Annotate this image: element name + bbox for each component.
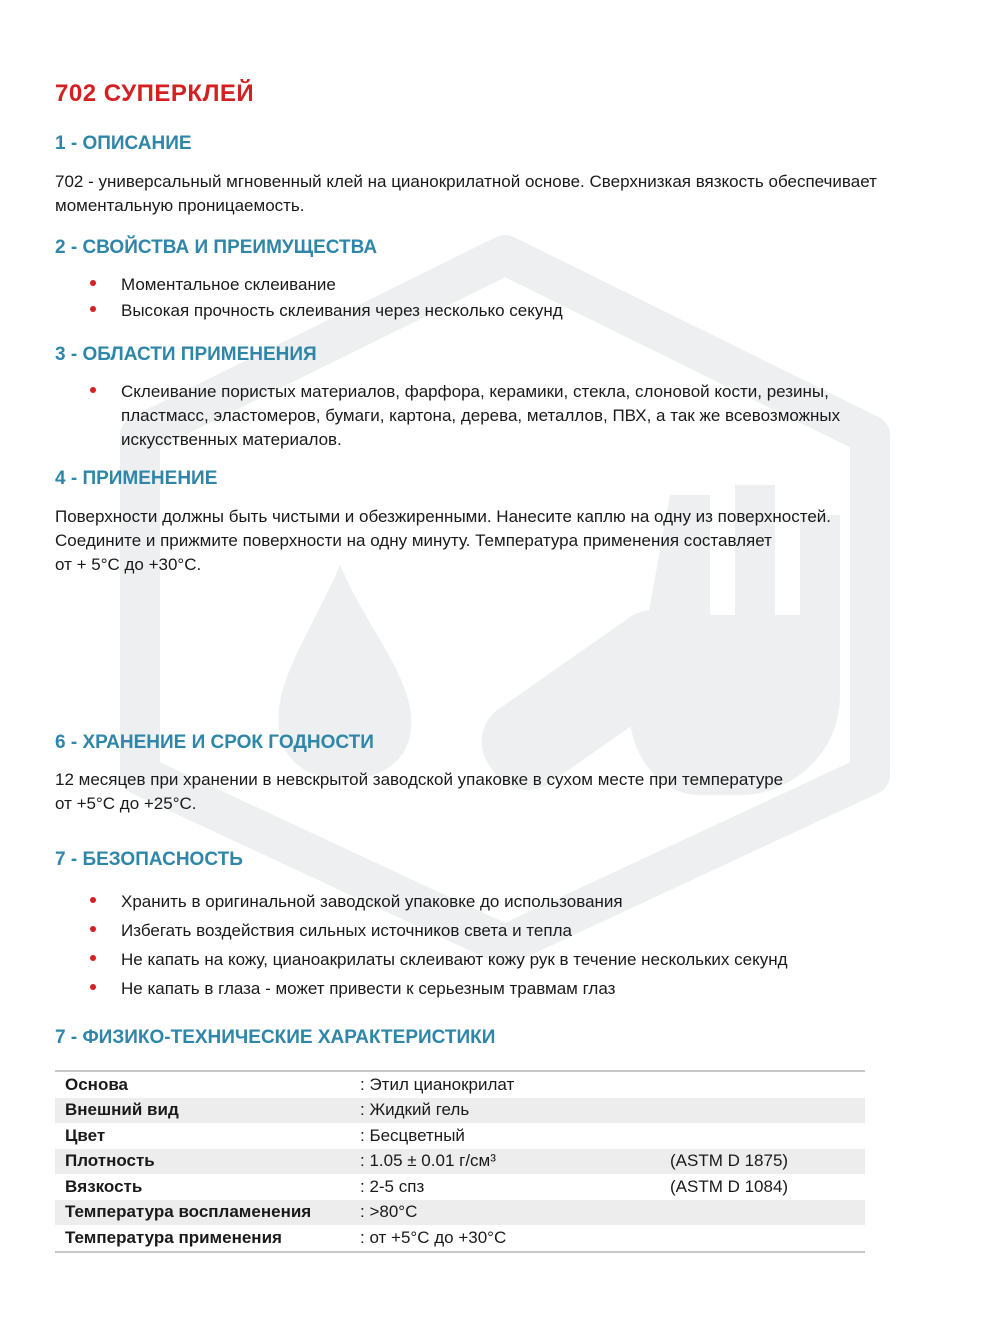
property-name: Температура применения (65, 1227, 282, 1247)
property-standard (660, 1200, 865, 1226)
description-text: 702 - универсальный мгновенный клей на цианокрилатной основе. Сверхнизкая вязкость обеспечивает моментальную проницаемость. (55, 172, 877, 215)
property-value: : Бесцветный (360, 1125, 465, 1145)
property-value: : Этил цианокрилат (360, 1074, 515, 1094)
table-row (55, 1200, 865, 1226)
list-item: Склеивание пористых материалов, фарфора, керамики, стекла, слоновой кости, резины, пластмасс, эластомеров, бумаги, картона, дерева, металлов, ПВХ, а так же всевозможных искусственных материалов. (88, 380, 888, 452)
storage-text: 12 месяцев при хранении в невскрытой заводской упаковке в сухом месте при температуре от +5°С до +25°С. (55, 770, 784, 813)
property-standard (660, 1123, 865, 1149)
table-row (55, 1071, 865, 1098)
property-value: : от +5°С до +30°С (360, 1227, 507, 1247)
property-value: : 1.05 ± 0.01 г/см³ (350, 1149, 660, 1175)
section-heading-safety: 7 - БЕЗОПАСНОСТЬ (55, 849, 243, 870)
safety-list (88, 890, 908, 1001)
properties-list (88, 273, 908, 323)
table-row (55, 1123, 865, 1149)
usage-text: Поверхности должны быть чистыми и обезжиренными. Нанесите каплю на одну из поверхностей. Соедините и прижмите поверхности на одну минуту. Температура применения составляет от + 5°С до +30°С. (55, 507, 832, 574)
table-row (55, 1174, 865, 1200)
table-row (55, 1098, 865, 1124)
property-name: Плотность (55, 1149, 350, 1175)
section-heading-properties: 2 - СВОЙСТВА И ПРЕИМУЩЕСТВА (55, 237, 378, 258)
applications-list (88, 380, 888, 452)
property-value: : >80°С (350, 1200, 660, 1226)
list-item: Не капать на кожу, цианоакрилаты склеивают кожу рук в течение нескольких секунд (88, 948, 908, 972)
property-name: Основа (65, 1074, 129, 1094)
section-heading-usage: 4 - ПРИМЕНЕНИЕ (55, 468, 218, 489)
property-name: Вязкость (65, 1176, 143, 1196)
section-heading-storage: 6 - ХРАНЕНИЕ И СРОК ГОДНОСТИ (55, 732, 374, 753)
table-row (55, 1225, 865, 1252)
property-standard: (ASTM D 1084) (670, 1176, 789, 1196)
section-heading-applications: 3 - ОБЛАСТИ ПРИМЕНЕНИЯ (55, 344, 317, 365)
section-heading-characteristics: 7 - ФИЗИКО-ТЕХНИЧЕСКИЕ ХАРАКТЕРИСТИКИ (55, 1027, 496, 1048)
document-title: 702 СУПЕРКЛЕЙ (55, 80, 255, 107)
property-standard (660, 1071, 865, 1098)
list-item: Моментальное склеивание (88, 273, 908, 297)
bullet-dot-icon (90, 984, 96, 990)
property-value: : 2-5 спз (360, 1176, 425, 1196)
characteristics-table (55, 1070, 865, 1253)
property-name: Температура воспламенения (55, 1200, 350, 1226)
bullet-dot-icon (90, 387, 96, 393)
property-standard: (ASTM D 1875) (660, 1149, 865, 1175)
bullet-dot-icon (90, 926, 96, 932)
property-standard (660, 1225, 865, 1252)
bullet-dot-icon (90, 306, 96, 312)
bullet-dot-icon (90, 955, 96, 961)
property-name: Цвет (65, 1125, 106, 1145)
property-value: : Жидкий гель (350, 1098, 660, 1124)
list-item: Хранить в оригинальной заводской упаковке до использования (88, 890, 908, 914)
bullet-dot-icon (90, 897, 96, 903)
list-item: Не капать в глаза - может привести к серьезным травмам глаз (88, 977, 908, 1001)
table-row (55, 1149, 865, 1175)
list-item: Высокая прочность склеивания через несколько секунд (88, 299, 908, 323)
list-item: Избегать воздействия сильных источников света и тепла (88, 919, 908, 943)
property-standard (660, 1098, 865, 1124)
section-heading-description: 1 - ОПИСАНИЕ (55, 133, 192, 154)
property-name: Внешний вид (55, 1098, 350, 1124)
bullet-dot-icon (90, 280, 96, 286)
